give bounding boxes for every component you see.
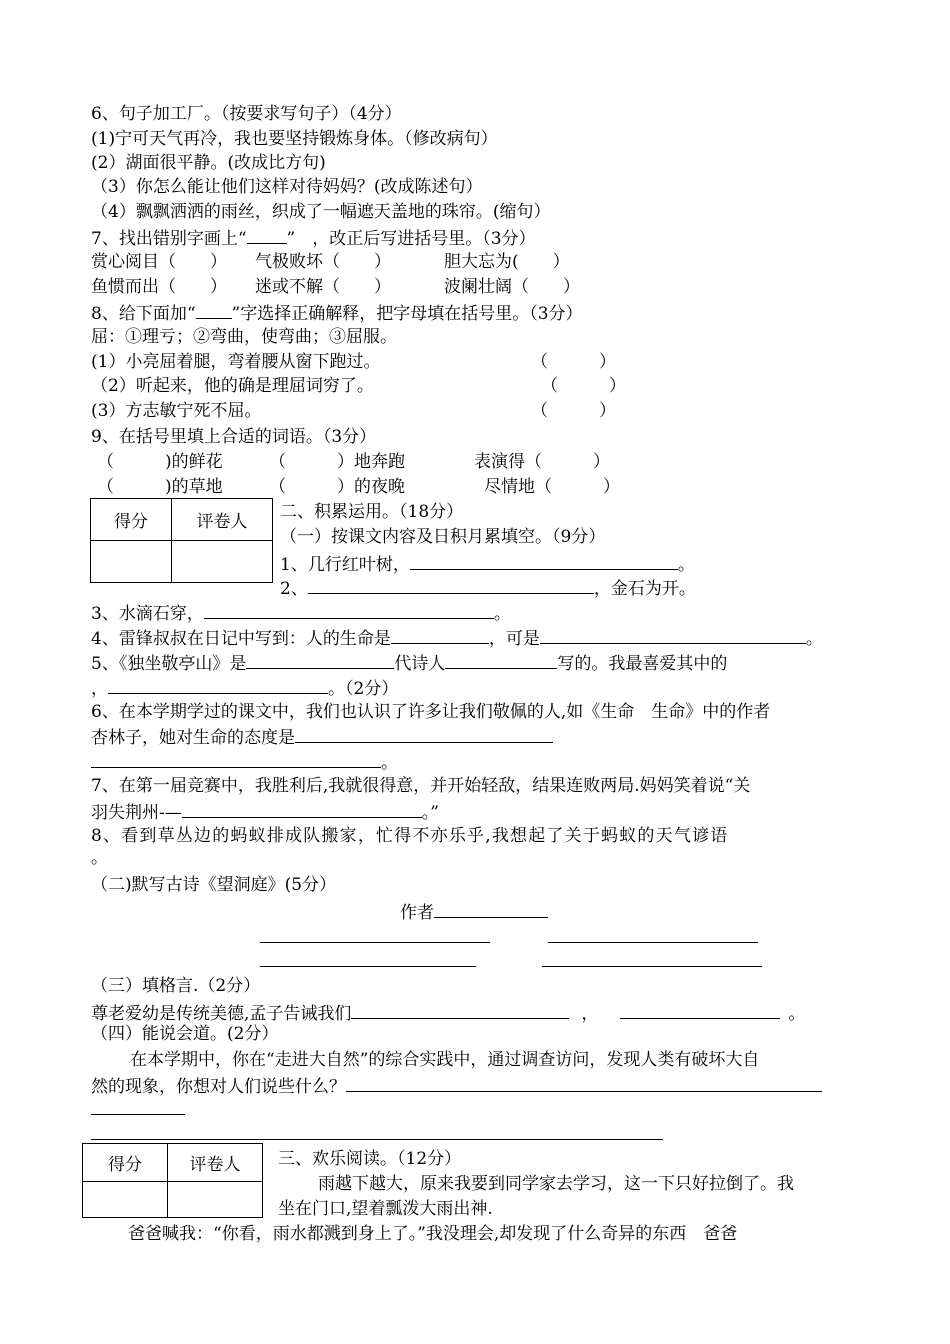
q8-answer-paren: （ ） (531, 352, 616, 372)
q8-item-2 (91, 376, 651, 396)
fill-text: 。（2分） (328, 679, 399, 699)
speak-line-1: 在本学期中，你在“走进大自然”的综合实践中，通过调查访问，发现人类有破坏大自 (130, 1050, 760, 1070)
poem-line-1[interactable] (260, 942, 490, 943)
fill-text: 然的现象，你想对人们说些什么？ (91, 1077, 346, 1097)
answer-blank[interactable] (308, 577, 594, 594)
fill-line-6b (91, 726, 553, 748)
q9-blank: （ )的草地 (97, 477, 223, 497)
answer-blank[interactable] (620, 1002, 780, 1019)
q7-title-start: 7、找出错别字画上“ (91, 229, 247, 249)
q6-title: 6、句子加工厂。（按要求写句子）（4分） (91, 104, 402, 124)
q9-blank: （ )的鲜花 (97, 452, 223, 472)
grader-header: 评卷人 (172, 499, 273, 541)
fill-line-4 (91, 627, 823, 649)
q7-word: 波阑壮阔（ ） (444, 277, 580, 297)
fill-line-1 (280, 553, 695, 575)
author-blank[interactable] (434, 901, 548, 918)
part3-title: 三、欢乐阅读。（12分） (278, 1149, 462, 1169)
answer-blank[interactable] (91, 751, 381, 768)
fill-line-3 (91, 602, 511, 624)
q9-blank: 表演得（ ） (474, 452, 610, 472)
answer-blank[interactable] (410, 553, 678, 570)
fill-line-5b (91, 677, 398, 699)
fill-text: 4、雷锋叔叔在日记中写到：人的生命是 (91, 629, 391, 649)
q7-title-end: ” ，改正后写进括号里。（3分） (286, 229, 536, 249)
q6-item-1: (1)宁可天气再冷，我也要坚持锻炼身体。（修改病句） (91, 129, 498, 149)
grader-cell[interactable] (168, 1182, 263, 1218)
score-table (90, 498, 273, 583)
q6-item-2: (2）湖面很平静。(改成比方句) (91, 153, 326, 173)
q6-item-3: （3）你怎么能让他们这样对待妈妈？(改成陈述句） (91, 177, 483, 197)
q7-word: 胆大忘为( ） (444, 252, 570, 272)
answer-blank[interactable] (204, 602, 494, 619)
fill-text: 代诗人 (394, 654, 446, 674)
score-cell[interactable] (91, 541, 172, 583)
answer-blank[interactable] (108, 677, 328, 694)
q8-answer-paren: （ ） (541, 376, 626, 396)
fill-text: ，金石为开。 (593, 579, 696, 599)
grader-header: 评卷人 (168, 1144, 263, 1182)
q8-title-end: ”字选择正确解释，把字母填在括号里。（3分） (231, 304, 583, 324)
q8-title-start: 8、给下面加“ (91, 304, 196, 324)
q8-answer-paren: （ ） (531, 401, 616, 421)
answer-blank[interactable] (346, 1075, 822, 1092)
fill-text: ， (581, 1004, 599, 1024)
fill-line-5 (91, 652, 727, 674)
poem-line-3[interactable] (260, 966, 476, 967)
fill-text: 杏林子，她对生命的态度是 (91, 728, 295, 748)
fill-text: ，可是 (488, 629, 540, 649)
fill-text: 羽失荆州-— (91, 803, 182, 823)
answer-blank[interactable] (351, 1002, 569, 1019)
grader-cell[interactable] (172, 541, 273, 583)
score-header: 得分 (91, 499, 172, 541)
fill-text: 。 (788, 1004, 806, 1024)
fill-text: 3、水滴石穿， (91, 604, 204, 624)
fill-text: 。 (381, 753, 398, 773)
q9-blank: （ ）的夜晚 (269, 477, 405, 497)
q9-blank: （ ）地奔跑 (269, 452, 405, 472)
fill-line-2 (280, 577, 696, 599)
fill-line-6c (91, 751, 398, 773)
q7-word: 迷或不解（ ） (255, 277, 391, 297)
answer-line[interactable] (91, 1139, 663, 1140)
poem-line-4[interactable] (542, 966, 762, 967)
fill-text: 写的。我最喜爱其中的 (557, 654, 728, 674)
fill-line-6: 6、在本学期学过的课文中，我们也认识了许多让我们敬佩的人,如《生命 生命》中的作者 (91, 702, 771, 722)
part2-title: 二、积累运用。（18分） (280, 502, 464, 522)
q8-item-text: （2）听起来，他的确是理屈词穷了。 (91, 376, 374, 396)
fill-line-7: 7、在第一届竞赛中，我胜利后,我就很得意，并开始轻敌，结果连败两局.妈妈笑着说“关 (91, 776, 751, 796)
q8-title (91, 302, 583, 324)
part2-sub2: （二)默写古诗《望洞庭》(5分） (91, 875, 337, 895)
q7-word: 赏心阅目（ ） (91, 252, 227, 272)
poem-author (400, 901, 548, 923)
fill-text: 。 (677, 555, 695, 575)
part2-sub3: （三）填格言.（2分） (91, 976, 261, 996)
part2-sub1: （一）按课文内容及日积月累填空。（9分） (280, 527, 606, 547)
q8-item-3 (91, 401, 651, 421)
fill-text: 。 (805, 629, 823, 649)
reading-para-1: 雨越下越大，原来我要到同学家去学习，这一下只好拉倒了。我 (318, 1174, 794, 1194)
fill-text: 5、《独坐敬亭山》是 (91, 654, 247, 674)
poem-line-2[interactable] (548, 942, 758, 943)
score-table-2 (82, 1143, 263, 1218)
fill-text: 1、几行红叶树， (280, 555, 410, 575)
score-header: 得分 (83, 1144, 168, 1182)
fill-line-8: 8、看到草丛边的蚂蚁排成队搬家，忙得不亦乐乎,我想起了关于蚂蚁的天气谚语 (91, 826, 729, 846)
q9-blank: 尽情地（ ） (484, 477, 620, 497)
answer-blank[interactable] (295, 726, 553, 743)
q7-underline-mark (247, 227, 287, 244)
fill-line-8b: 。 (91, 848, 108, 868)
answer-blank[interactable] (540, 627, 806, 644)
answer-blank[interactable] (445, 652, 557, 669)
q8-item-text: (1）小亮屈着腿，弯着腰从窗下跑过。 (91, 352, 381, 372)
answer-blank[interactable] (246, 652, 394, 669)
fill-text: 尊老爱幼是传统美德,孟子告诫我们 (91, 1004, 352, 1024)
part2-sub4: （四）能说会道。(2分） (91, 1024, 279, 1044)
fill-text: 。” (421, 803, 439, 823)
answer-blank[interactable] (182, 801, 422, 818)
q8-item-1 (91, 352, 651, 372)
fill-text: 2、 (280, 579, 308, 599)
q7-word: 气极败坏（ ） (255, 252, 391, 272)
q9-title: 9、在括号里填上合适的词语。（3分） (91, 427, 377, 447)
reading-para-3: 爸爸喊我：“你看，雨水都溅到身上了。”我没理会,却发现了什么奇异的东西 爸爸 (128, 1224, 738, 1244)
author-label: 作者 (400, 903, 434, 923)
answer-blank[interactable] (391, 627, 489, 644)
answer-line[interactable] (91, 1114, 185, 1115)
fill-text: 。 (493, 604, 511, 624)
q7-title (91, 227, 536, 249)
speak-line-2 (91, 1075, 822, 1097)
q8-underline-mark (196, 302, 232, 319)
score-cell[interactable] (83, 1182, 168, 1218)
q7-word: 鱼惯而出（ ） (91, 277, 227, 297)
q8-definition: 屈：①理亏；②弯曲，使弯曲；③屈服。 (91, 327, 397, 347)
motto-line (91, 1002, 805, 1024)
fill-line-7b (91, 801, 439, 823)
q8-item-text: (3）方志敏宁死不屈。 (91, 401, 262, 421)
fill-text: ， (91, 679, 108, 699)
reading-para-2: 坐在门口,望着瓢泼大雨出神. (278, 1199, 493, 1219)
q6-item-4: （4）飘飘洒洒的雨丝，织成了一幅遮天盖地的珠帘。(缩句） (91, 202, 551, 222)
